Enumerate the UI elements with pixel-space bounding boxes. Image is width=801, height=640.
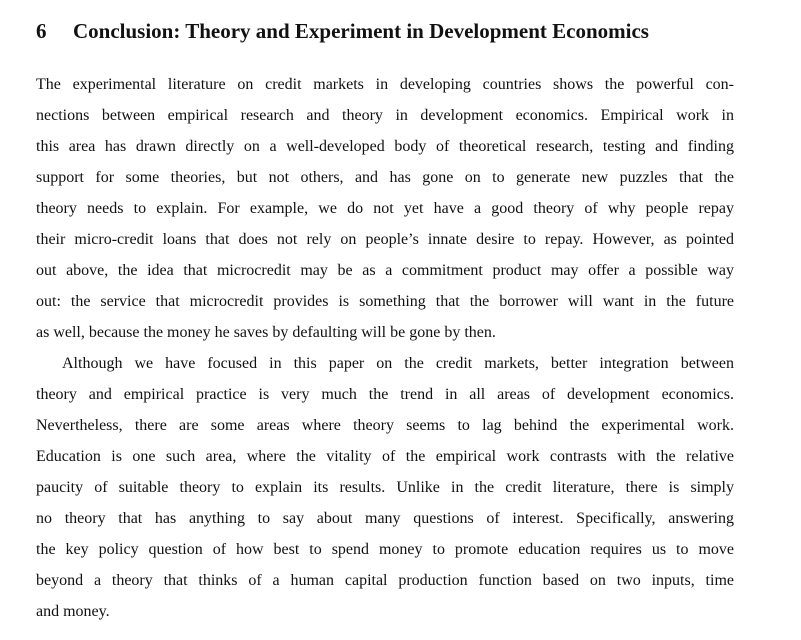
paragraph-line: support for some theories, but not others, and has gone on to generate new puzzles that the [36, 169, 734, 186]
paragraph-line: this area has drawn directly on a well-developed body of theoretical research, testing and finding [36, 138, 734, 155]
paragraph-line: theory and empirical practice is very much the trend in all areas of development economics. [36, 386, 734, 403]
paragraph-line: their micro-credit loans that does not rely on people’s innate desire to repay. However, as pointed [36, 231, 734, 248]
paragraph-line: The experimental literature on credit markets in developing countries shows the powerful con- [36, 76, 734, 93]
paragraph-line: theory needs to explain. For example, we do not yet have a good theory of why people repay [36, 200, 734, 217]
paragraph-line: out: the service that microcredit provides is something that the borrower will want in the future [36, 293, 734, 310]
paragraph-line: nections between empirical research and theory in development economics. Empirical work in [36, 107, 734, 124]
paragraph-line: paucity of suitable theory to explain its results. Unlike in the credit literature, there is simply [36, 479, 734, 496]
paragraph-line: out above, the idea that microcredit may be as a commitment product may offer a possible way [36, 262, 734, 279]
paragraph-line: Although we have focused in this paper on the credit markets, better integration between [62, 355, 734, 372]
paragraph-line: Education is one such area, where the vitality of the empirical work contrasts with the relative [36, 448, 734, 465]
section-heading [36, 19, 649, 44]
paragraph-line: the key policy question of how best to spend money to promote education requires us to move [36, 541, 734, 558]
paragraph-line: no theory that has anything to say about many questions of interest. Specifically, answering [36, 510, 734, 527]
paragraph-line: and money. [36, 603, 110, 620]
section-title: Conclusion: Theory and Experiment in Development Economics [73, 19, 649, 43]
paragraph-line: as well, because the money he saves by defaulting will be gone by then. [36, 324, 496, 341]
section-number: 6 [36, 19, 47, 43]
body-text [36, 72, 734, 630]
paragraph-line: Nevertheless, there are some areas where theory seems to lag behind the experimental work. [36, 417, 734, 434]
paragraph-line: beyond a theory that thinks of a human capital production function based on two inputs, time [36, 572, 734, 589]
